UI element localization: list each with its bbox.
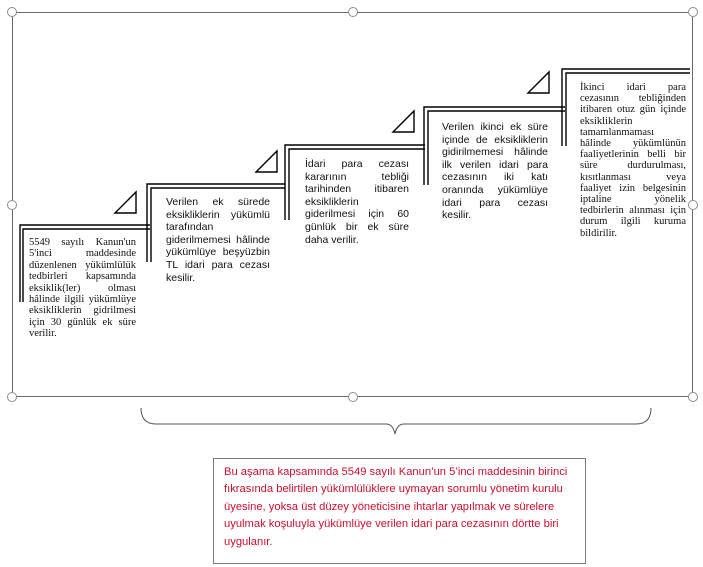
summary-note-box bbox=[213, 458, 586, 564]
step-3-text: İdari para cezası kararının tebliği tarihinden itibaren eksikliklerin giderilmesi için 60 günlük bir ek süre daha verilir. bbox=[305, 158, 409, 246]
summary-note-text: Bu aşama kapsamında 5549 sayılı Kanun’un 5’inci maddesinin birinci fıkrasında belirtilen yükümlülüklere uymayan sorumlu yönetim kurulu üyesine, yoksa üst düzey yöneticisine ihtarlar yapılmak ve sürelere uyulmak koşuluyla yükümlüye verilen idari para cezasının dörtte biri uygulanır. bbox=[224, 466, 568, 548]
step-4-text: Verilen ikinci ek süre içinde de eksikliklerin gidirilmemesi hâlinde ilk verilen idari para cezasının iki katı oranında yükümlüye idari para cezası kesilir. bbox=[442, 121, 548, 222]
step-1-text: 5549 sayılı Kanun'un 5'inci maddesinde düzenlenen yükümlülük tedbirleri kapsamında eksiklik(ler) olması hâlinde ilgili yükümlüye eksikliklerin gidrilmesi için 30 günlük ek süre verilir. bbox=[29, 237, 136, 340]
step-5-text: İkinci idari para cezasının tebliğinden itibaren otuz gün içinde eksikliklerin tamamlanmaması hâlinde yükümlünün faaliyetlerinin belli bir süre durdurulması, kısıtlanması veya faaliyet izin belgesinin iptaline yönelik tedbirlerin alınması için durum ilgili kuruma bildirilir. bbox=[580, 82, 686, 239]
step-2-text: Verilen ek sürede eksikliklerin yükümlü tarafından giderilmemesi hâlinde yükümlüye beşyüzbin TL idari para cezası kesilir. bbox=[166, 196, 270, 284]
curly-brace bbox=[141, 408, 651, 434]
